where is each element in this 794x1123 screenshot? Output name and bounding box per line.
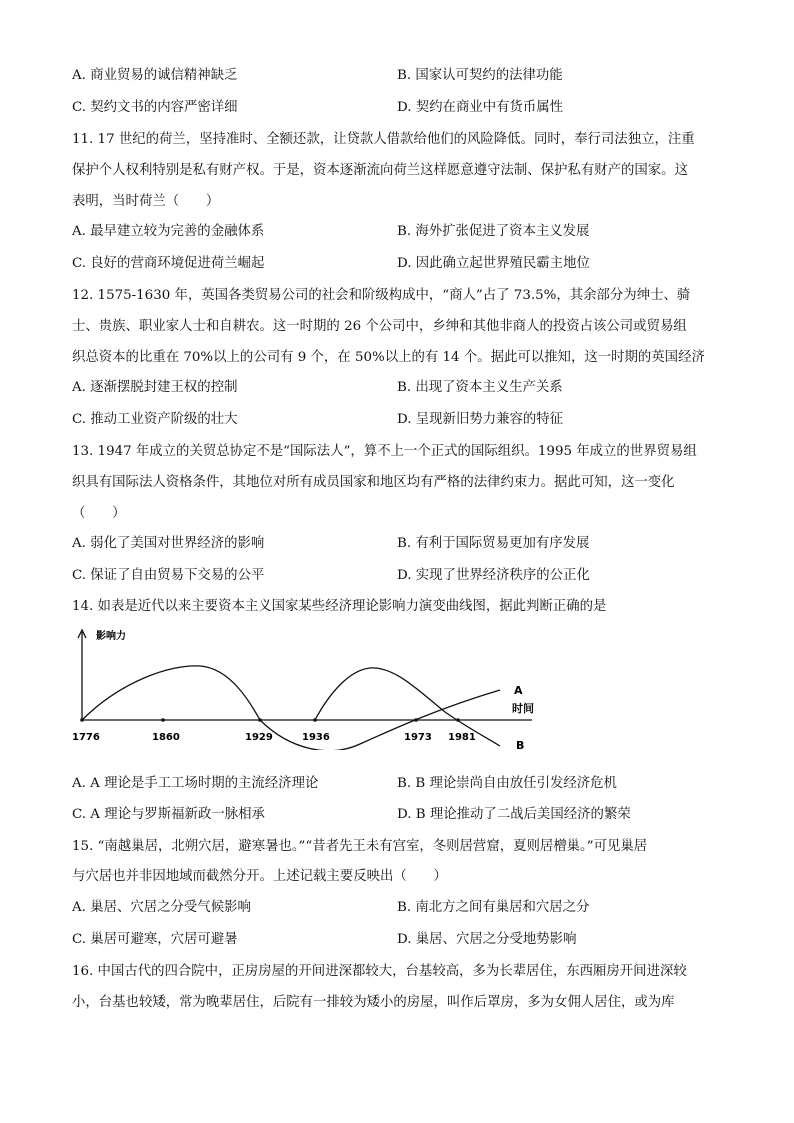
q11-option-d: D. 因此确立起世界殖民霸主地位 <box>397 256 590 271</box>
tick-label-1776: 1776 <box>72 732 100 743</box>
tick-1981 <box>456 718 460 722</box>
q12-option-a: A. 逐渐摆脱封建王权的控制 <box>72 380 238 395</box>
q13-stem-line-1: 13. 1947 年成立的关贸总协定不是“国际法人”，算不上一个正式的国际组织。1995 年成立的世界贸易组 <box>72 444 697 459</box>
tick-label-1981: 1981 <box>448 732 476 743</box>
q11-stem-line-3: 表明，当时荷兰（ ） <box>72 194 220 209</box>
tick-1860 <box>161 718 165 722</box>
q10-option-a: A. 商业贸易的诚信精神缺乏 <box>72 68 238 83</box>
q13-option-d: D. 实现了世界经济秩序的公正化 <box>397 568 590 583</box>
tick-label-1936: 1936 <box>302 732 330 743</box>
q10-option-c: C. 契约文书的内容严密详细 <box>72 100 238 115</box>
q13-option-c: C. 保证了自由贸易下交易的公平 <box>72 568 265 583</box>
q10-option-d: D. 契约在商业中有货币属性 <box>397 100 564 115</box>
q14-option-b: B. B 理论崇尚自由放任引发经济危机 <box>397 776 617 791</box>
q15-option-c: C. 巢居可避寒，穴居可避暑 <box>72 932 238 947</box>
q11-stem-line-1: 11. 17 世纪的荷兰，坚持准时、全额还款，让贷款人借款给他们的风险降低。同时，奉行司法独立，注重 <box>72 132 695 147</box>
q14-option-d: D. B 理论推动了二战后美国经济的繁荣 <box>397 807 631 822</box>
q12-stem-line-2: 士、贵族、职业家人士和自耕农。这一时期的 26 个公司中，乡绅和其他非商人的投资占该公司或贸易组 <box>72 319 687 334</box>
influence-curve-graph <box>60 622 550 750</box>
q14-option-a: A. A 理论是手工工场时期的主流经济理论 <box>72 776 319 791</box>
q15-option-b: B. 南北方之间有巢居和穴居之分 <box>397 900 590 915</box>
q13-option-a: A. 弱化了美国对世界经济的影响 <box>72 536 265 551</box>
y-axis-label: 影响力 <box>96 631 126 642</box>
q10-option-b: B. 国家认可契约的法律功能 <box>397 68 563 83</box>
q15-option-d: D. 巢居、穴居之分受地势影响 <box>397 932 577 947</box>
tick-1776 <box>80 718 84 722</box>
q14-stem-line-1: 14. 如表是近代以来主要资本主义国家某些经济理论影响力演变曲线图，据此判断正确的是 <box>72 599 607 614</box>
q13-option-b: B. 有利于国际贸易更加有序发展 <box>397 536 590 551</box>
q12-option-b: B. 出现了资本主义生产关系 <box>397 380 563 395</box>
q13-stem-line-3: （ ） <box>72 506 126 521</box>
tick-1929 <box>258 718 262 722</box>
q16-stem-line-2: 小，台基也较矮，常为晚辈居住，后院有一排较为矮小的房屋，叫作后罩房，多为女佣人居住，或为库 <box>72 995 675 1010</box>
tick-label-1860: 1860 <box>152 732 180 743</box>
q12-stem-line-1: 12. 1575-1630 年，英国各类贸易公司的社会和阶级构成中，“商人”占了 73.5%，其余部分为绅士、骑 <box>72 288 691 303</box>
tick-label-1929: 1929 <box>245 732 273 743</box>
q15-stem-line-1: 15. “南越巢居，北朔穴居，避寒暑也。”“昔者先王未有宫室，冬则居营窟，夏则居橧巢。”可见巢居 <box>72 839 648 854</box>
q12-option-c: C. 推动工业资产阶级的壮大 <box>72 412 238 427</box>
q15-stem-line-2: 与穴居也并非因地域而截然分开。上述记载主要反映出（ ） <box>72 869 447 884</box>
q12-option-d: D. 呈现新旧势力兼容的特征 <box>397 412 564 427</box>
tick-label-1973: 1973 <box>404 732 432 743</box>
x-axis-label: 时间 <box>512 702 534 715</box>
q11-option-a: A. 最早建立较为完善的金融体系 <box>72 224 265 239</box>
q16-stem-line-1: 16. 中国古代的四合院中，正房房屋的开间进深都较大，台基较高，多为长辈居住，东西厢房开间进深较 <box>72 964 687 979</box>
q11-option-c: C. 良好的营商环境促进荷兰崛起 <box>72 256 265 271</box>
curve-a <box>82 666 500 750</box>
q11-option-b: B. 海外扩张促进了资本主义发展 <box>397 224 590 239</box>
q15-option-a: A. 巢居、穴居之分受气候影响 <box>72 900 251 915</box>
tick-1973 <box>414 718 418 722</box>
tick-1936 <box>313 718 317 722</box>
curve-b-label: B <box>516 739 525 750</box>
curve-a-label: A <box>514 684 523 697</box>
q13-stem-line-2: 织具有国际法人资格条件，其地位对所有成员国家和地区均有严格的法律约束力。据此可知，这一变化 <box>72 475 675 490</box>
q11-stem-line-2: 保护个人权利特别是私有财产权。于是，资本逐渐流向荷兰这样愿意遵守法制、保护私有财产的国家。这 <box>72 163 688 178</box>
q14-option-c: C. A 理论与罗斯福新政一脉相承 <box>72 807 265 822</box>
q12-stem-line-3: 织总资本的比重在 70%以上的公司有 9 个，在 50%以上的有 14 个。据此可以推知，这一时期的英国经济 <box>72 350 705 365</box>
